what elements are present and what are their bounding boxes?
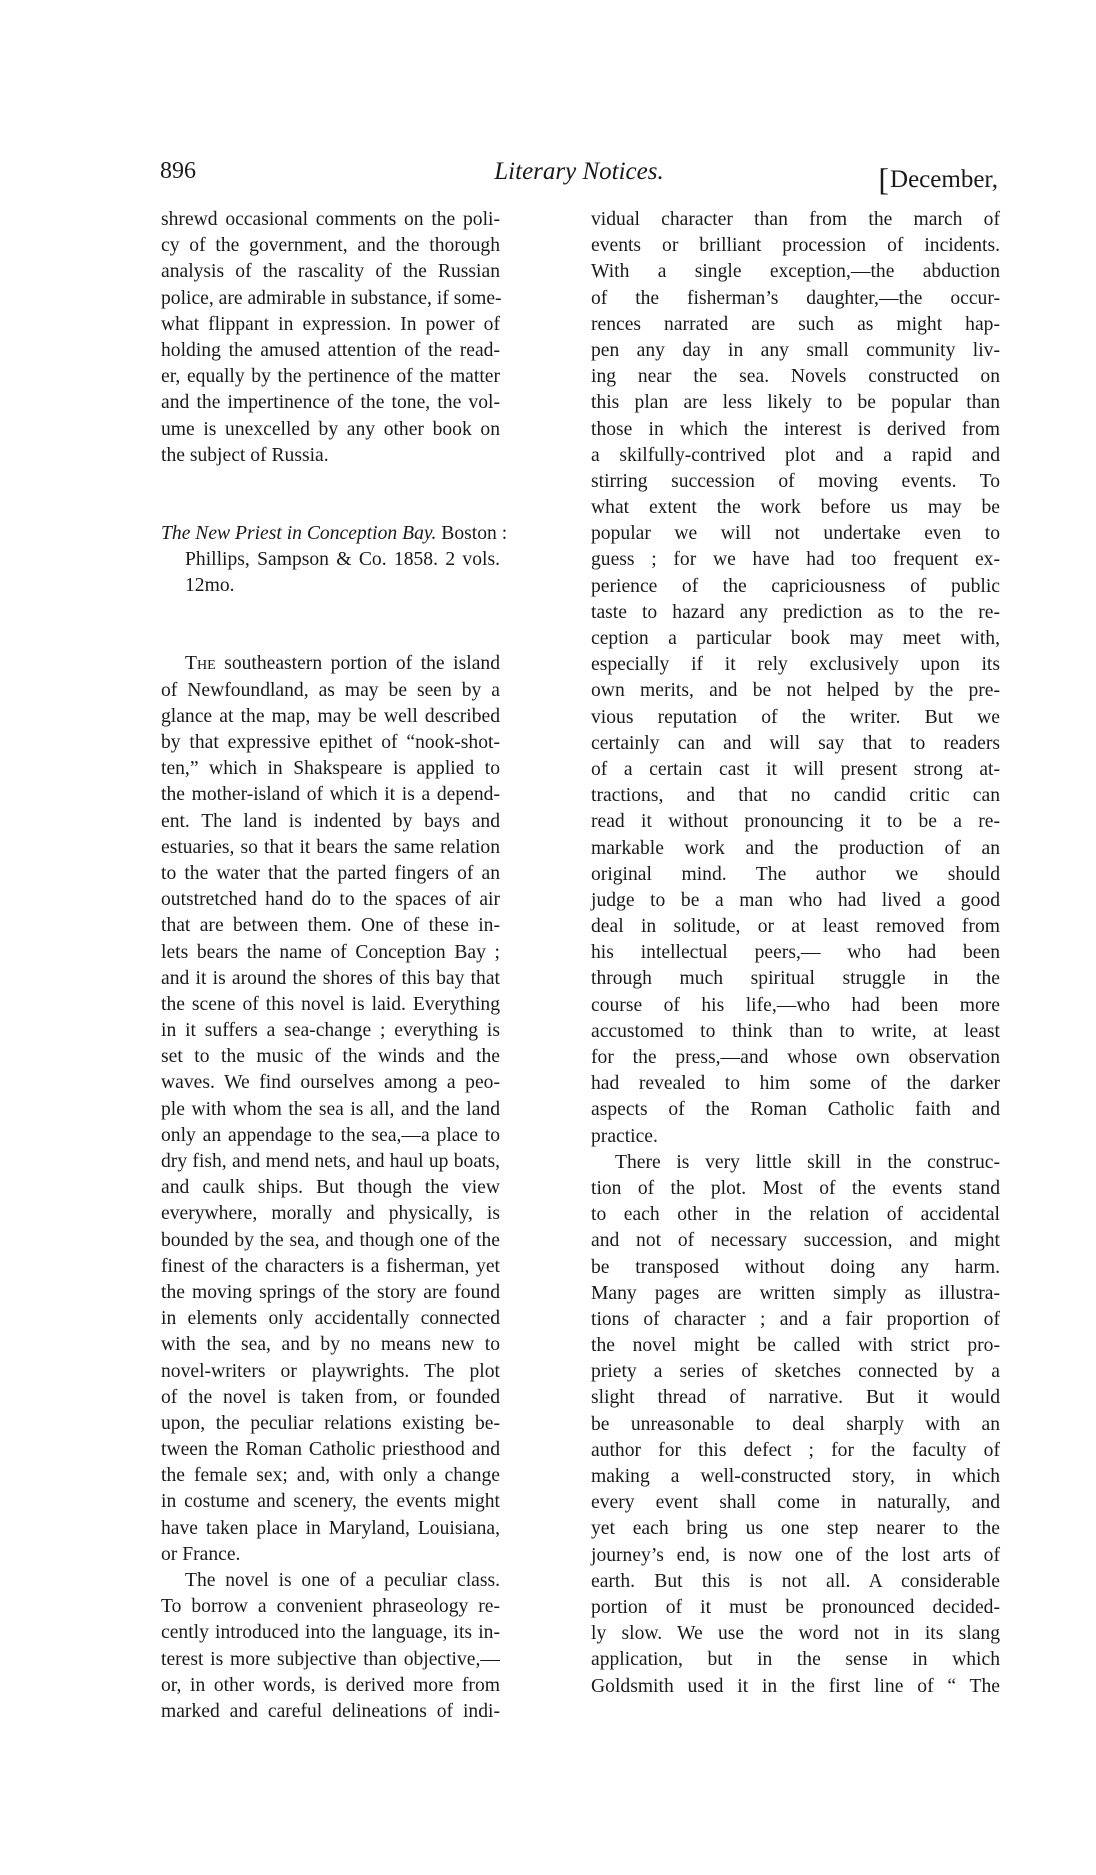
text-line: making a well-constructed story, in which: [591, 1466, 1000, 1487]
drop-word: The: [185, 653, 216, 675]
text-line: To borrow a convenient phraseology re-: [161, 1596, 500, 1618]
text-line: read it without pronouncing it to be a re-: [591, 811, 1000, 833]
text-line: rences narrated are such as might hap-: [591, 313, 1000, 335]
text-line: or, in other words, is derived more from: [161, 1674, 500, 1696]
text-line: There is very little skill in the construc-: [615, 1151, 1000, 1173]
text-line: holding the amused attention of the read-: [161, 339, 500, 361]
text-line: set to the music of the winds and the: [161, 1046, 500, 1068]
text-line: ten,” which in Shakspeare is applied to: [161, 758, 500, 780]
text-line: shrewd occasional comments on the poli-: [161, 209, 500, 230]
text-line: guess ; for we have had too frequent ex-: [591, 549, 1000, 571]
text-line: tractions, and that no candid critic can: [591, 785, 1000, 807]
paragraph-newfoundland: [161, 651, 500, 1568]
text-line: stirring succession of moving events. To: [591, 470, 1000, 492]
text-line: markable work and the production of an: [591, 837, 1000, 859]
text-line: Many pages are written simply as illustra-: [591, 1282, 1000, 1304]
text-line: own merits, and be not helped by the pre-: [591, 680, 1000, 702]
text-line: lets bears the name of Conception Bay ;: [161, 941, 500, 963]
text-line: practice.: [591, 1125, 658, 1147]
text-line: tions of character ; and a fair proportion of: [591, 1308, 1000, 1330]
text-line: be unreasonable to deal sharply with an: [591, 1413, 1000, 1435]
text-line: the moving springs of the story are found: [161, 1281, 500, 1303]
text-line: his intellectual peers,— who had been: [591, 942, 1000, 964]
text-line: the scene of this novel is laid. Everything: [161, 993, 500, 1015]
text-line: especially if it rely exclusively upon its: [591, 654, 1000, 676]
paragraph-peculiar-class: [161, 1568, 500, 1725]
text-line: ing near the sea. Novels constructed on: [591, 366, 1000, 388]
text-line: application, but in the sense in which: [591, 1649, 1000, 1671]
text-line: events or brilliant procession of incidents.: [591, 235, 1000, 257]
text-line: ly slow. We use the word not in its slang: [591, 1623, 1000, 1645]
text-line: taste to hazard any prediction as to the re-: [591, 601, 1000, 623]
text-line: popular we will not undertake even to: [591, 523, 1000, 545]
text-line: of the fisherman’s daughter,—the occur-: [591, 287, 1000, 309]
text-line: in elements only accidentally connected: [161, 1308, 500, 1330]
book-citation: [161, 521, 508, 600]
citation-line-2: Phillips, Sampson & Co. 1858. 2 vols.: [185, 549, 500, 571]
text-line: marked and careful delineations of indi-: [161, 1700, 500, 1722]
text-line: tion of the plot. Most of the events stand: [591, 1177, 1000, 1199]
text-line: to the water that the parted fingers of an: [161, 862, 500, 884]
section-gap: [161, 469, 500, 521]
text-line: analysis of the rascality of the Russian: [161, 261, 500, 283]
text-line: cently introduced into the language, its in-: [161, 1622, 500, 1644]
text-line: ume is unexcelled by any other book on: [161, 418, 500, 440]
text-line: a skilfully-contrived plot and a rapid and: [591, 444, 1000, 466]
text-line: priety a series of sketches connected by a: [591, 1361, 1000, 1383]
text-line: vidual character than from the march of: [591, 209, 1000, 230]
text-line: vious reputation of the writer. But we: [591, 706, 1000, 728]
text-line: aspects of the Roman Catholic faith and: [591, 1099, 1000, 1121]
text-line: outstretched hand do to the spaces of air: [161, 889, 500, 911]
text-line: course of his life,—who had been more: [591, 994, 1000, 1016]
page-header: [160, 158, 998, 197]
text-line: ple with whom the sea is all, and the land: [161, 1098, 500, 1120]
text-line: novel-writers or playwrights. The plot: [161, 1360, 500, 1382]
text-line: perience of the capriciousness of public: [591, 575, 1000, 597]
running-title: Literary Notices.: [494, 158, 664, 185]
text-line: original mind. The author we should: [591, 863, 1000, 885]
text-line: tween the Roman Catholic priesthood and: [161, 1439, 500, 1461]
text-line: or France.: [161, 1543, 241, 1565]
running-date: [878, 158, 998, 195]
first-line: The southeastern portion of the island: [185, 653, 500, 675]
text-line: pen any day in any small community liv-: [591, 339, 1000, 361]
text-line: had revealed to him some of the darker: [591, 1073, 1000, 1095]
paragraph-plot-skill: [591, 1150, 1000, 1700]
text-line: bounded by the sea, and though one of the: [161, 1229, 500, 1251]
text-line: for the press,—and whose own observation: [591, 1047, 1000, 1068]
text-line: With a single exception,—the abduction: [591, 261, 1000, 283]
text-line: and not of necessary succession, and might: [591, 1230, 1000, 1252]
text-line: and the impertinence of the tone, the vol-: [161, 392, 500, 414]
text-line: Goldsmith used it in the first line of “ The: [591, 1675, 1000, 1697]
text-line: cy of the government, and the thorough: [161, 235, 500, 257]
text-line: yet each bring us one step nearer to the: [591, 1518, 1000, 1540]
paragraph-russia-review: [161, 207, 500, 469]
citation-line-3: 12mo.: [185, 575, 235, 597]
text-line: every event shall come in naturally, and: [591, 1492, 1000, 1514]
book-title: The New Priest in Conception Bay.: [161, 522, 437, 544]
text-line: er, equally by the pertinence of the matter: [161, 366, 500, 388]
paragraph-character: [591, 207, 1000, 1150]
text-line: through much spiritual struggle in the: [591, 968, 1000, 990]
text-line: ception a particular book may meet with,: [591, 628, 1000, 649]
text-line: by that expressive epithet of “nook-shot-: [161, 732, 500, 753]
text-line: of Newfoundland, as may be seen by a: [161, 679, 500, 701]
text-line: slight thread of narrative. But it would: [591, 1387, 1000, 1409]
text-line: certainly can and will say that to readers: [591, 732, 1000, 754]
page-number: 896: [160, 158, 196, 184]
text-line: judge to be a man who had lived a good: [591, 889, 1000, 911]
text-line: have taken place in Maryland, Louisiana,: [161, 1517, 500, 1539]
text-line: author for this defect ; for the faculty of: [591, 1439, 1000, 1461]
text-line: those in which the interest is derived from: [591, 418, 1000, 440]
text-line: what flippant in expression. In power of: [161, 313, 500, 335]
text-line: to each other in the relation of accidental: [591, 1204, 1000, 1226]
text-line: accustomed to think than to write, at least: [591, 1020, 1000, 1042]
text-line: in costume and scenery, the events might: [161, 1491, 500, 1513]
text-line: glance at the map, may be well described: [161, 705, 500, 727]
bracket: [: [878, 161, 890, 197]
text-line: terest is more subjective than objective,—: [161, 1648, 500, 1670]
text-line: and it is around the shores of this bay that: [161, 967, 500, 989]
text-line: ent. The land is indented by bays and: [161, 810, 500, 832]
text-line: journey’s end, is now one of the lost arts of: [591, 1544, 1000, 1566]
text-line: in it suffers a sea-change ; everything is: [161, 1020, 500, 1042]
text-line: the novel might be called with strict pro-: [591, 1335, 1000, 1357]
text-line: of the novel is taken from, or founded: [161, 1386, 500, 1408]
text-line: everywhere, morally and physically, is: [161, 1203, 500, 1225]
text-line: The novel is one of a peculiar class.: [185, 1570, 500, 1591]
text-line: deal in solitude, or at least removed from: [591, 916, 1000, 938]
text-line: be transposed without doing any harm.: [591, 1256, 1000, 1278]
text-line: estuaries, so that it bears the same relation: [161, 836, 500, 858]
text-line: upon, the peculiar relations existing be-: [161, 1412, 500, 1434]
text-line: only an appendage to the sea,—a place to: [161, 1124, 500, 1146]
right-column: [591, 207, 1000, 1700]
text-line: and caulk ships. But though the view: [161, 1177, 500, 1199]
text-line: of a certain cast it will present strong at-: [591, 758, 1000, 780]
text-line: portion of it must be pronounced decided-: [591, 1596, 1000, 1618]
text-line: this plan are less likely to be popular than: [591, 392, 1000, 414]
text-line: that are between them. One of these in-: [161, 915, 500, 937]
citation-line-1: The New Priest in Conception Bay. Boston :: [161, 522, 508, 544]
text-line: finest of the characters is a fisherman, yet: [161, 1255, 500, 1277]
text-line: waves. We find ourselves among a peo-: [161, 1072, 500, 1094]
text-line: dry fish, and mend nets, and haul up boats,: [161, 1151, 500, 1172]
month-label: December,: [890, 166, 998, 193]
text-line: with the sea, and by no means new to: [161, 1334, 500, 1356]
text-line: earth. But this is not all. A considerable: [591, 1570, 1000, 1592]
text-line: what extent the work before us may be: [591, 497, 1000, 519]
section-gap: [161, 599, 500, 651]
left-column: [161, 207, 508, 1725]
text-line: the female sex; and, with only a change: [161, 1465, 500, 1487]
text-line: the subject of Russia.: [161, 444, 329, 466]
text-line: police, are admirable in substance, if some-: [161, 287, 502, 309]
text-line: the mother-island of which it is a depend-: [161, 784, 500, 806]
